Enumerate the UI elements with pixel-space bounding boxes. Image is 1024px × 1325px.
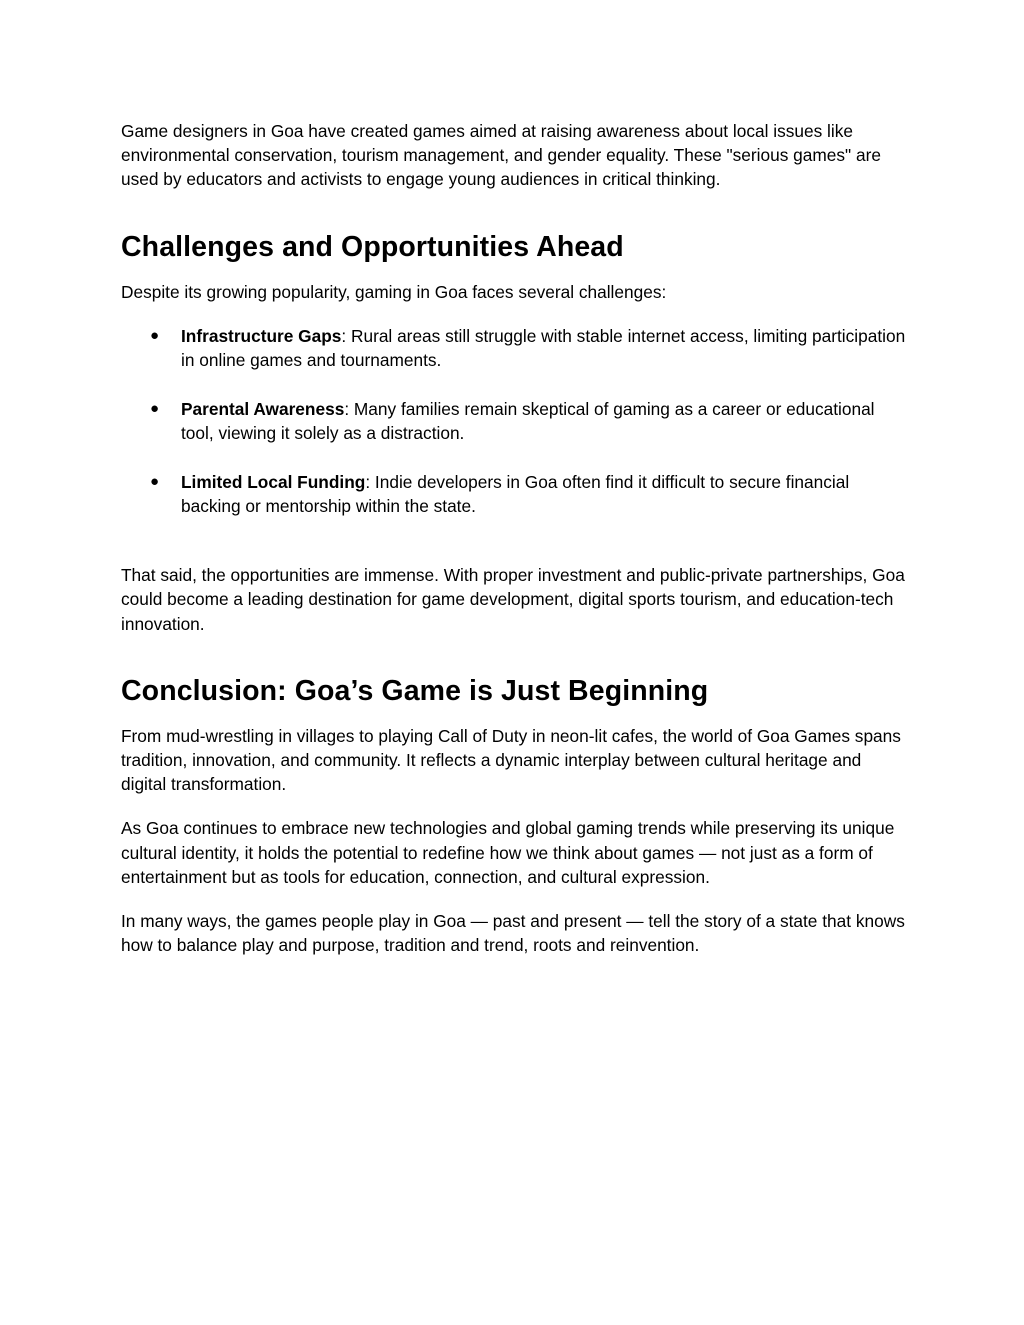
challenges-heading: Challenges and Opportunities Ahead bbox=[121, 230, 624, 263]
bullet-icon: ● bbox=[150, 472, 160, 490]
bullet-icon: ● bbox=[150, 399, 160, 417]
list-item bbox=[121, 397, 911, 445]
list-item-term: Infrastructure Gaps bbox=[181, 325, 342, 346]
challenges-intro-paragraph: Despite its growing popularity, gaming in Goa faces several challenges: bbox=[121, 281, 667, 302]
challenges-list bbox=[121, 324, 911, 518]
list-item bbox=[121, 470, 911, 518]
conclusion-heading: Conclusion: Goa’s Game is Just Beginning bbox=[121, 674, 709, 707]
opportunities-paragraph: That said, the opportunities are immense. With proper investment and public-private partnerships, Goa could become a leading destination for game development, digital sports tourism, and education-tech innovation. bbox=[121, 565, 905, 634]
list-item-term: Parental Awareness bbox=[181, 398, 345, 419]
list-item-text: : Indie developers in Goa often find it difficult to secure financial backing or mentorship within the state. bbox=[181, 471, 850, 517]
conclusion-paragraph: From mud-wrestling in villages to playing Call of Duty in neon-lit cafes, the world of Goa Games spans tradition, innovation, and community. It reflects a dynamic interplay between cultural heritage and digital transformation. bbox=[121, 725, 901, 795]
document-page bbox=[121, 119, 911, 957]
bullet-icon: ● bbox=[150, 326, 160, 344]
conclusion-paragraph: In many ways, the games people play in Goa — past and present — tell the story of a state that knows how to balance play and purpose, tradition and trend, roots and reinvention. bbox=[121, 911, 905, 956]
list-item bbox=[121, 324, 911, 372]
list-item-text: : Many families remain skeptical of gaming as a career or educational tool, viewing it solely as a distraction. bbox=[181, 398, 875, 444]
intro-paragraph: Game designers in Goa have created games aimed at raising awareness about local issues like environmental conservation, tourism management, and gender equality. These "serious games" are used by educators and activists to engage young audiences in critical thinking. bbox=[121, 121, 881, 190]
conclusion-paragraph: As Goa continues to embrace new technologies and global gaming trends while preserving its unique cultural identity, it holds the potential to redefine how we think about games — not just as a form of entertainment but as tools for education, connection, and cultural expression. bbox=[121, 818, 895, 887]
list-item-term: Limited Local Funding bbox=[181, 471, 366, 492]
list-item-text: : Rural areas still struggle with stable internet access, limiting participation in online games and tournaments. bbox=[181, 325, 906, 371]
